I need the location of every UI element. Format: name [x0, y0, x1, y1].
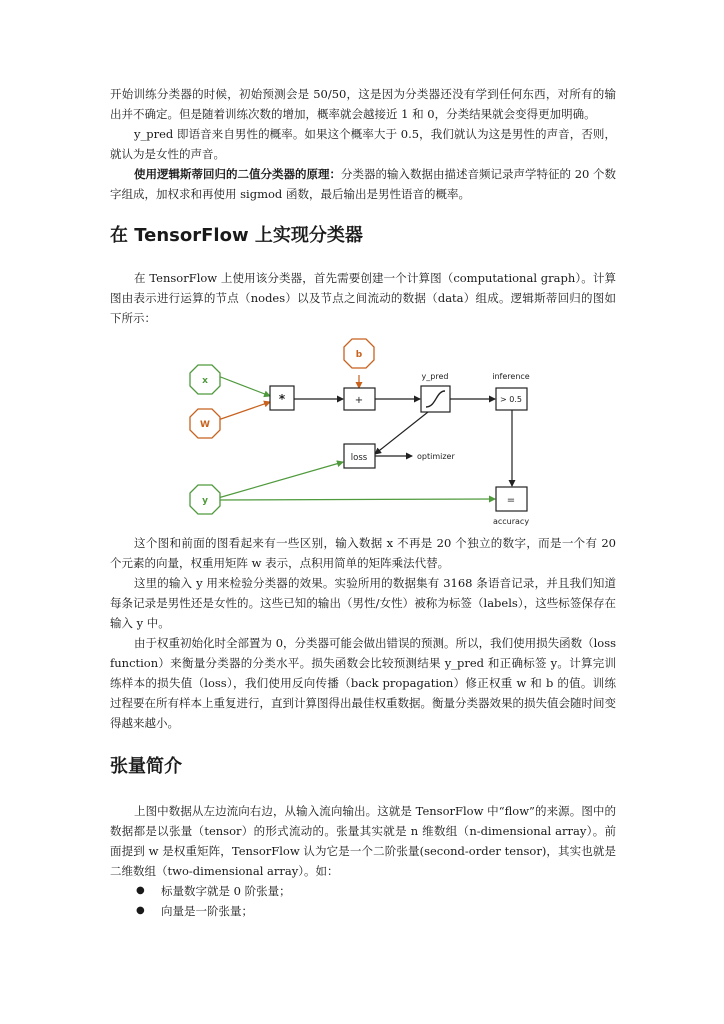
edge-y-to-loss	[218, 462, 343, 498]
paragraph-computation-graph: 在 TensorFlow 上使用该分类器，首先需要创建一个计算图（computational graph）。计算图由表示进行运算的节点（nodes）以及节点之间流动的数据（data）组成。逻辑斯蒂回归的图如下所示：	[110, 271, 616, 325]
edge-sigmoid-to-loss	[375, 412, 428, 454]
edge-w-to-mul	[218, 402, 270, 420]
paragraph-loss-function: 由于权重初始化时全部置为 0，分类器可能会做出错误的预测。所以，我们使用损失函数（loss function）来衡量分类器的分类水平。损失函数会比较预测结果 y_pred 和正确标签 y。计算完训练样本的损失值（loss），我们使用反向传播（back propagation）修正权重 w 和 b 的值。训练过程要在所有样本上重复进行，直到计算图得出最佳权重数据。衡量分类器效果的损失值会随时间变得越来越小。	[110, 636, 616, 730]
principle-bold-lead: 使用逻辑斯蒂回归的二值分类器的原理：	[134, 167, 342, 181]
input-node-y-label: y	[202, 496, 208, 506]
edge-x-to-mul	[218, 376, 270, 396]
op-greater-label: > 0.5	[500, 395, 522, 404]
input-node-b-label: b	[355, 350, 363, 360]
op-equal-label: =	[506, 495, 516, 506]
label-accuracy: accuracy	[492, 517, 530, 526]
paragraph-y-pred: y_pred 即语音来自男性的概率。如果这个概率大于 0.5，我们就认为这是男性的声音，否则，就认为是女性的声音。	[110, 127, 616, 161]
paragraph-principle	[110, 164, 616, 204]
op-multiply-label: *	[278, 392, 286, 406]
heading-tensorflow-classifier: 在 TensorFlow 上实现分类器	[110, 225, 363, 246]
paragraph-tensor-flow: 上图中数据从左边流向右边，从输入流向输出。这就是 TensorFlow 中“flow”的来源。图中的数据都是以张量（tensor）的形式流动的。张量其实就是 n 维数组（n-dimensional array）。前面提到 w 是权重矩阵，TensorFlow 认为它是一个二阶张量(second-order tensor)，其实也就是二维数组（two-dimensional array）。如：	[110, 804, 616, 878]
list-item: ● 标量数字就是 0 阶张量；	[110, 881, 616, 901]
op-add-label: +	[354, 395, 364, 406]
document-page	[110, 84, 616, 921]
logistic-regression-graph	[110, 336, 616, 531]
input-node-w-label: W	[200, 420, 210, 430]
paragraph-initial-prediction: 开始训练分类器的时候，初始预测会是 50/50，这是因为分类器还没有学到任何东西，对所有的输出并不确定。但是随着训练次数的增加，概率就会越接近 1 和 0，分类结果就会变得更加明确。	[110, 87, 616, 121]
heading-tensor-intro: 张量简介	[110, 756, 182, 777]
label-y-pred: y_pred	[421, 372, 449, 381]
input-node-x-label: x	[202, 376, 208, 386]
logistic-regression-graph-figure	[110, 336, 616, 531]
paragraph-labels: 这里的输入 y 用来检验分类器的效果。实验所用的数据集有 3168 条语音记录，并且我们知道每条记录是男性还是女性的。这些已知的输出（男性/女性）被称为标签（labels），这些标签保存在输入 y 中。	[110, 576, 616, 630]
op-loss-label: loss	[350, 453, 368, 463]
paragraph-graph-difference: 这个图和前面的图看起来有一些区别，输入数据 x 不再是 20 个独立的数字，而是一个有 20 个元素的向量，权重用矩阵 w 表示，点积用简单的矩阵乘法代替。	[110, 536, 616, 570]
tensor-bullet-list	[110, 881, 616, 921]
label-optimizer: optimizer	[417, 452, 455, 461]
principle-text: 分类器的输入数据由描述音频记录声学特征的 20 个数字组成，加权求和再使用 sigmod 函数，最后输出是男性语音的概率。	[110, 167, 616, 201]
edge-y-to-eq	[218, 499, 495, 500]
label-inference: inference	[492, 372, 530, 381]
list-item: ● 向量是一阶张量；	[110, 901, 616, 921]
